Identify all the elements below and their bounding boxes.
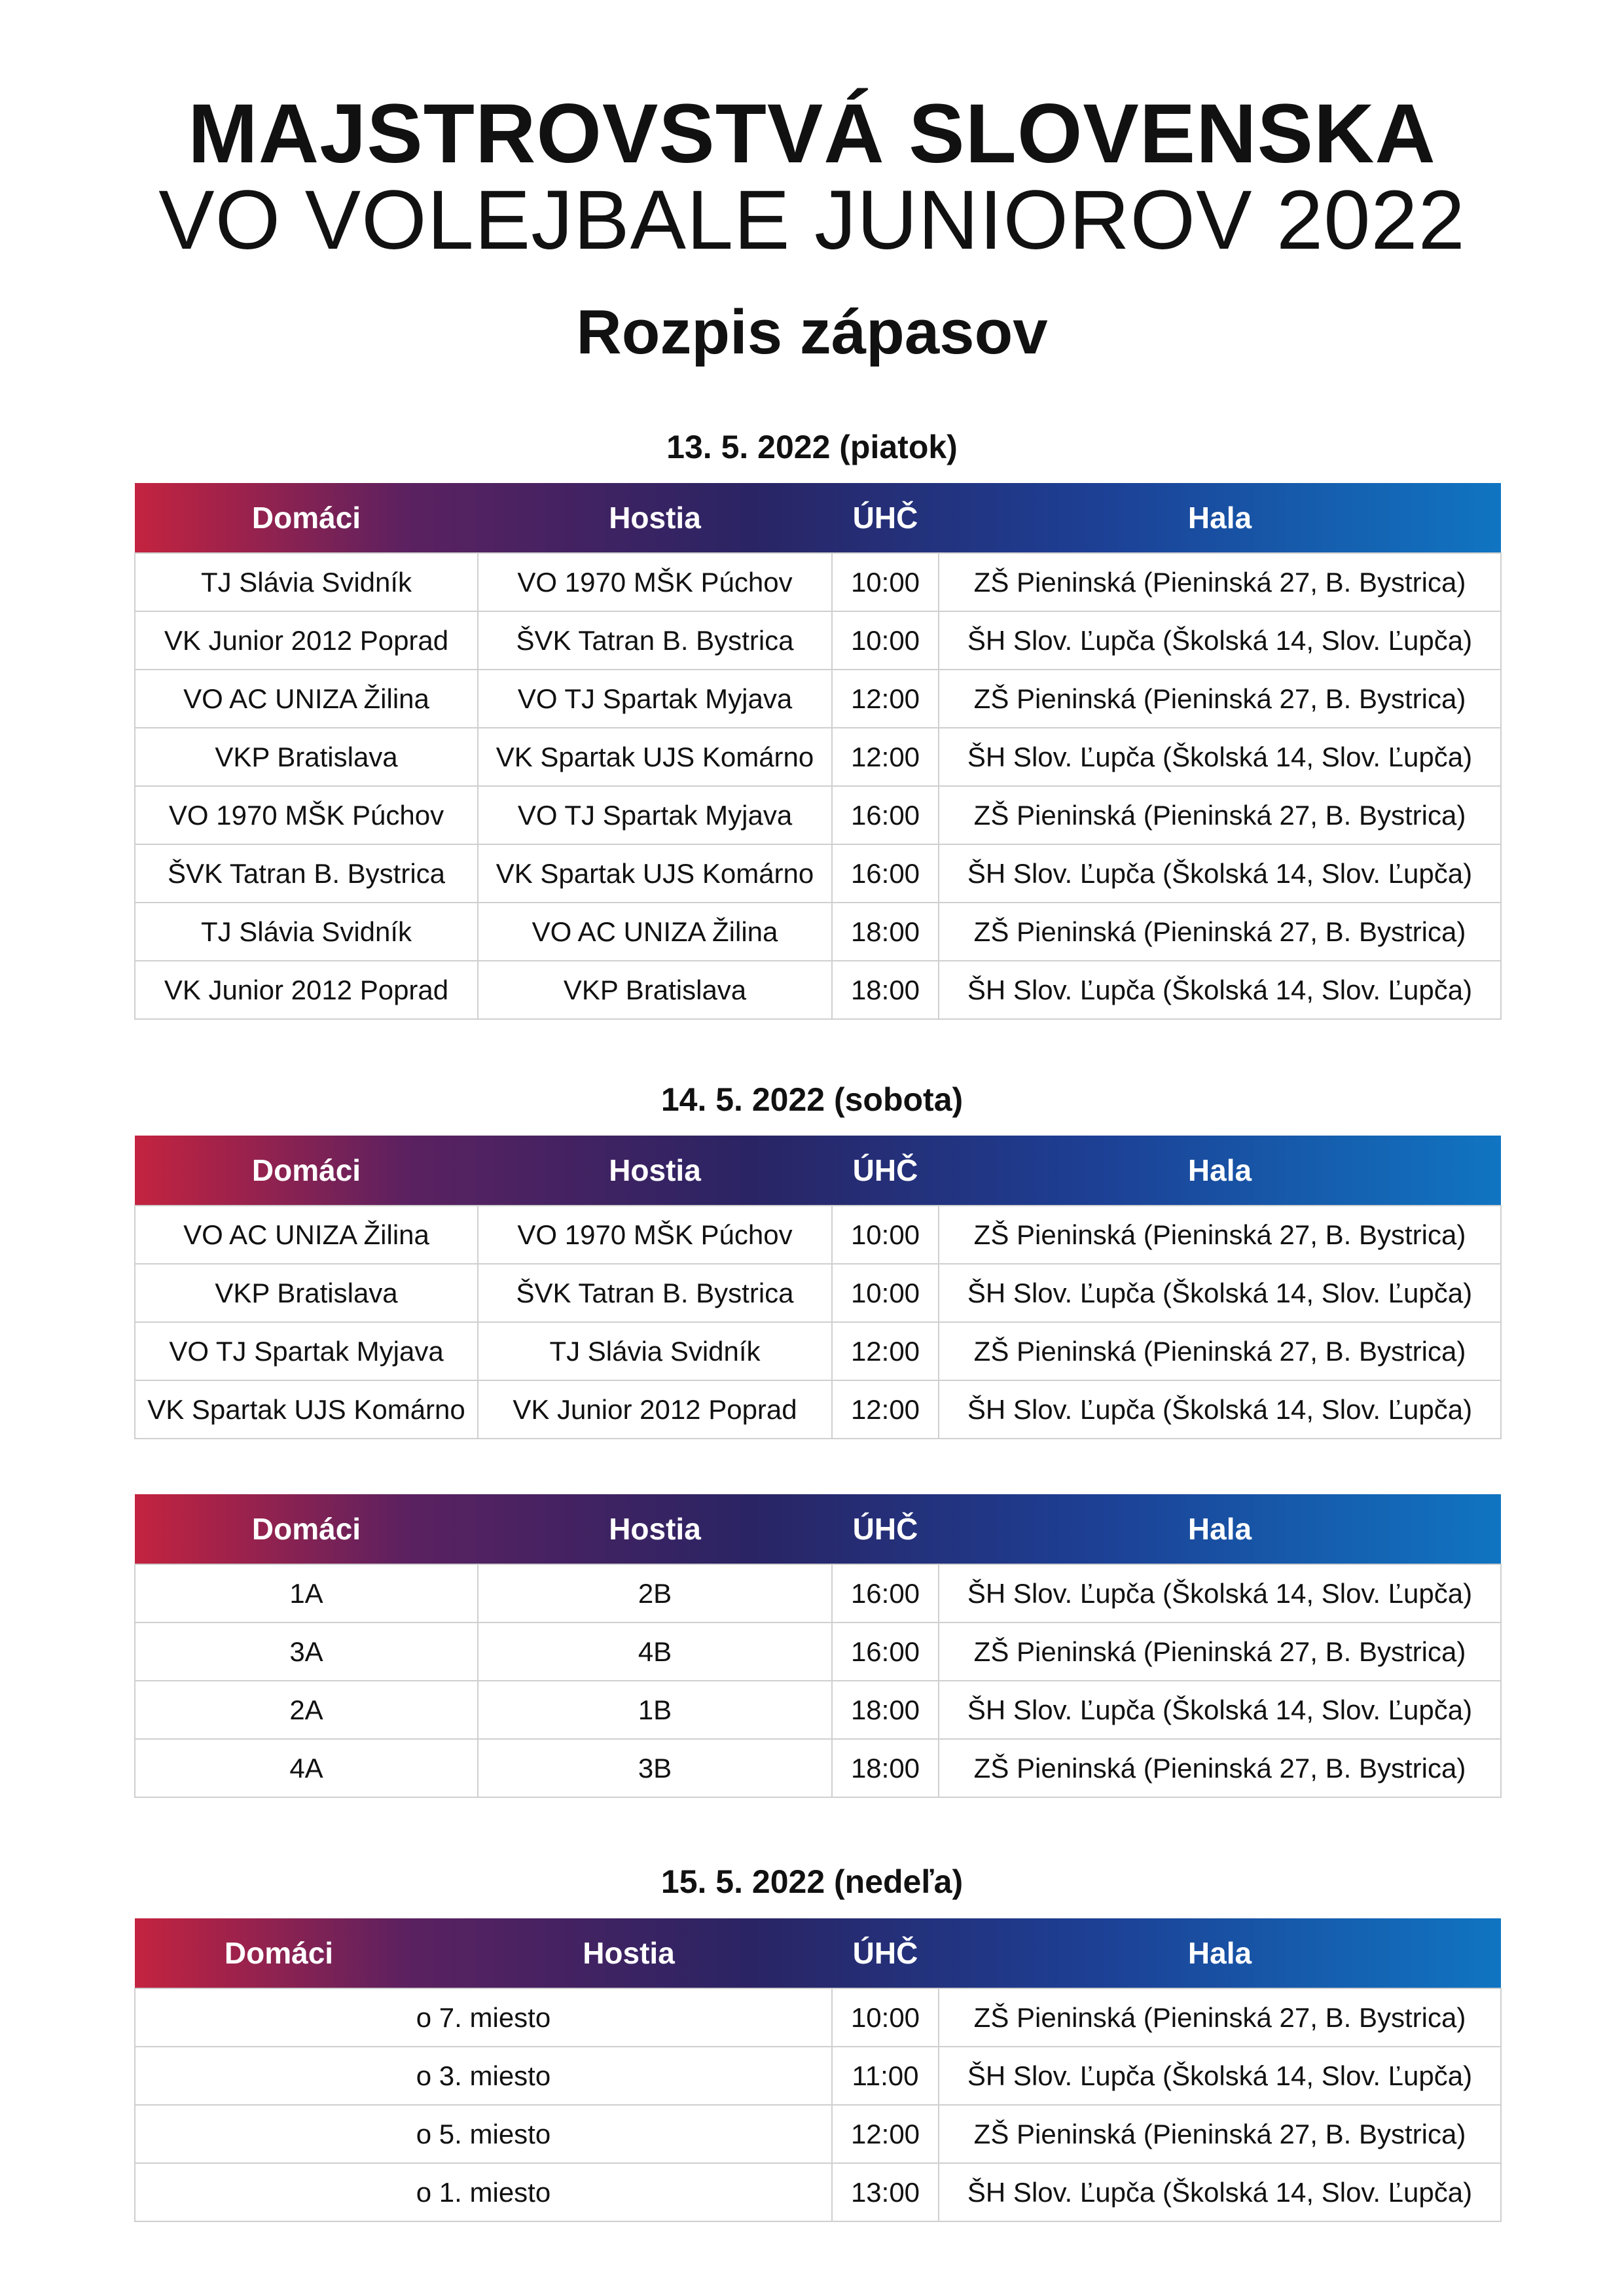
table-row [135, 1322, 1501, 1380]
cell-time: 16:00 [832, 1623, 939, 1681]
table-header-row [135, 483, 1501, 553]
table-row [135, 1681, 1501, 1739]
cell-hall: ŠH Slov. Ľupča (Školská 14, Slov. Ľupča) [939, 1681, 1501, 1739]
table-row [135, 670, 1501, 728]
cell-time: 10:00 [832, 553, 939, 611]
cell-time: 11:00 [832, 2047, 939, 2105]
table-row [135, 1739, 1501, 1797]
cell-home: VO AC UNIZA Žilina [135, 1206, 478, 1264]
cell-hall: ŠH Slov. Ľupča (Školská 14, Slov. Ľupča) [939, 1564, 1501, 1623]
col-time-header: ÚHČ [852, 1936, 918, 1970]
cell-away: VO TJ Spartak Myjava [478, 786, 832, 844]
cell-hall: ŠH Slov. Ľupča (Školská 14, Slov. Ľupča) [939, 844, 1501, 903]
cell-match: o 1. miesto [135, 2163, 832, 2221]
table-row [135, 844, 1501, 903]
day3-heading: 15. 5. 2022 (nedeľa) [660, 1863, 964, 1900]
table-row [135, 611, 1501, 670]
cell-time: 16:00 [832, 1564, 939, 1623]
col-time-header: ÚHČ [852, 501, 918, 535]
table-row [135, 728, 1501, 786]
cell-away: TJ Slávia Svidník [478, 1322, 832, 1380]
table-row [135, 903, 1501, 961]
col-away-header: Hostia [609, 501, 701, 535]
cell-hall: ŠH Slov. Ľupča (Školská 14, Slov. Ľupča) [939, 2163, 1501, 2221]
table-row [135, 1380, 1501, 1439]
day1-table [134, 483, 1502, 1020]
cell-time: 10:00 [832, 1264, 939, 1322]
cell-time: 18:00 [832, 961, 939, 1019]
cell-time: 18:00 [832, 903, 939, 961]
page-subtitle: Rozpis zápasov [576, 297, 1048, 367]
cell-home: VK Junior 2012 Poprad [135, 961, 478, 1019]
cell-hall: ŠH Slov. Ľupča (Školská 14, Slov. Ľupča) [939, 1380, 1501, 1439]
cell-time: 12:00 [832, 670, 939, 728]
cell-home: TJ Slávia Svidník [135, 553, 478, 611]
cell-away: VO 1970 MŠK Púchov [478, 1206, 832, 1264]
cell-home: ŠVK Tatran B. Bystrica [135, 844, 478, 903]
table-row [135, 1206, 1501, 1264]
cell-hall: ŠH Slov. Ľupča (Školská 14, Slov. Ľupča) [939, 1264, 1501, 1322]
table-row [135, 1564, 1501, 1623]
cell-home: VO AC UNIZA Žilina [135, 670, 478, 728]
cell-time: 12:00 [832, 728, 939, 786]
table-header-row [135, 1494, 1501, 1564]
cell-hall: ZŠ Pieninská (Pieninská 27, B. Bystrica) [939, 1739, 1501, 1797]
day3-table [134, 1918, 1502, 2222]
day2-table [134, 1136, 1502, 1439]
cell-home: 4A [135, 1739, 478, 1797]
table-row [135, 2163, 1501, 2221]
col-away-header: Hostia [609, 1512, 701, 1546]
cell-home: VK Spartak UJS Komárno [135, 1380, 478, 1439]
cell-away: 4B [478, 1623, 832, 1681]
cell-home: VKP Bratislava [135, 728, 478, 786]
cell-hall: ZŠ Pieninská (Pieninská 27, B. Bystrica) [939, 670, 1501, 728]
cell-away: VO TJ Spartak Myjava [478, 670, 832, 728]
col-time-header: ÚHČ [852, 1512, 918, 1546]
cell-home: VK Junior 2012 Poprad [135, 611, 478, 670]
title-line2: VO VOLEJBALE JUNIOROV 2022 [158, 173, 1466, 267]
table-header-row [135, 1918, 1501, 1988]
table-row [135, 1264, 1501, 1322]
cell-hall: ŠH Slov. Ľupča (Školská 14, Slov. Ľupča) [939, 611, 1501, 670]
cell-hall: ZŠ Pieninská (Pieninská 27, B. Bystrica) [939, 903, 1501, 961]
table-row [135, 961, 1501, 1019]
table-header-row [135, 1136, 1501, 1206]
col-away-header: Hostia [609, 1153, 701, 1187]
cell-time: 16:00 [832, 786, 939, 844]
cell-away: ŠVK Tatran B. Bystrica [478, 1264, 832, 1322]
cell-home: 1A [135, 1564, 478, 1623]
cell-time: 13:00 [832, 2163, 939, 2221]
cell-time: 18:00 [832, 1739, 939, 1797]
cell-home: VKP Bratislava [135, 1264, 478, 1322]
cell-home: 3A [135, 1623, 478, 1681]
cell-away: VK Spartak UJS Komárno [478, 728, 832, 786]
col-hall-header: Hala [1187, 1936, 1252, 1970]
col-hall-header: Hala [1187, 1153, 1252, 1187]
cell-time: 18:00 [832, 1681, 939, 1739]
table-row [135, 2047, 1501, 2105]
col-home-header: Domáci [251, 1153, 361, 1187]
cell-hall: ZŠ Pieninská (Pieninská 27, B. Bystrica) [939, 553, 1501, 611]
table-row [135, 1623, 1501, 1681]
cell-match: o 3. miesto [135, 2047, 832, 2105]
cell-hall: ZŠ Pieninská (Pieninská 27, B. Bystrica) [939, 1623, 1501, 1681]
cell-hall: ŠH Slov. Ľupča (Školská 14, Slov. Ľupča) [939, 2047, 1501, 2105]
cell-match: o 7. miesto [135, 1988, 832, 2047]
col-time-header: ÚHČ [852, 1153, 918, 1187]
cell-home: VO TJ Spartak Myjava [135, 1322, 478, 1380]
cell-away: VK Junior 2012 Poprad [478, 1380, 832, 1439]
cell-time: 12:00 [832, 2105, 939, 2163]
cell-hall: ZŠ Pieninská (Pieninská 27, B. Bystrica) [939, 1988, 1501, 2047]
cell-away: VK Spartak UJS Komárno [478, 844, 832, 903]
cell-hall: ZŠ Pieninská (Pieninská 27, B. Bystrica) [939, 1322, 1501, 1380]
cell-time: 10:00 [832, 611, 939, 670]
cell-away: 3B [478, 1739, 832, 1797]
cell-hall: ZŠ Pieninská (Pieninská 27, B. Bystrica) [939, 786, 1501, 844]
day1-heading: 13. 5. 2022 (piatok) [666, 429, 958, 465]
cell-home: 2A [135, 1681, 478, 1739]
table-row [135, 786, 1501, 844]
table-row [135, 1988, 1501, 2047]
table-row [135, 553, 1501, 611]
col-hall-header: Hala [1187, 501, 1252, 535]
cell-time: 16:00 [832, 844, 939, 903]
col-home-header: Domáci [224, 1936, 334, 1970]
cell-time: 10:00 [832, 1206, 939, 1264]
day2-heading: 14. 5. 2022 (sobota) [660, 1081, 964, 1118]
cell-home: TJ Slávia Svidník [135, 903, 478, 961]
col-away-header: Hostia [583, 1936, 675, 1970]
col-home-header: Domáci [251, 501, 361, 535]
cell-hall: ŠH Slov. Ľupča (Školská 14, Slov. Ľupča) [939, 961, 1501, 1019]
col-hall-header: Hala [1187, 1512, 1252, 1546]
cell-away: VO AC UNIZA Žilina [478, 903, 832, 961]
cell-away: ŠVK Tatran B. Bystrica [478, 611, 832, 670]
cell-away: 1B [478, 1681, 832, 1739]
table-row [135, 2105, 1501, 2163]
col-home-header: Domáci [251, 1512, 361, 1546]
cell-home: VO 1970 MŠK Púchov [135, 786, 478, 844]
cell-hall: ZŠ Pieninská (Pieninská 27, B. Bystrica) [939, 2105, 1501, 2163]
cell-away: 2B [478, 1564, 832, 1623]
cell-away: VKP Bratislava [478, 961, 832, 1019]
title-line1: MAJSTROVSTVÁ SLOVENSKA [188, 87, 1436, 181]
cell-away: VO 1970 MŠK Púchov [478, 553, 832, 611]
cell-hall: ZŠ Pieninská (Pieninská 27, B. Bystrica) [939, 1206, 1501, 1264]
cell-time: 12:00 [832, 1380, 939, 1439]
cell-match: o 5. miesto [135, 2105, 832, 2163]
cell-time: 12:00 [832, 1322, 939, 1380]
cell-time: 10:00 [832, 1988, 939, 2047]
cell-hall: ŠH Slov. Ľupča (Školská 14, Slov. Ľupča) [939, 728, 1501, 786]
day2-playoff-table [134, 1494, 1502, 1798]
